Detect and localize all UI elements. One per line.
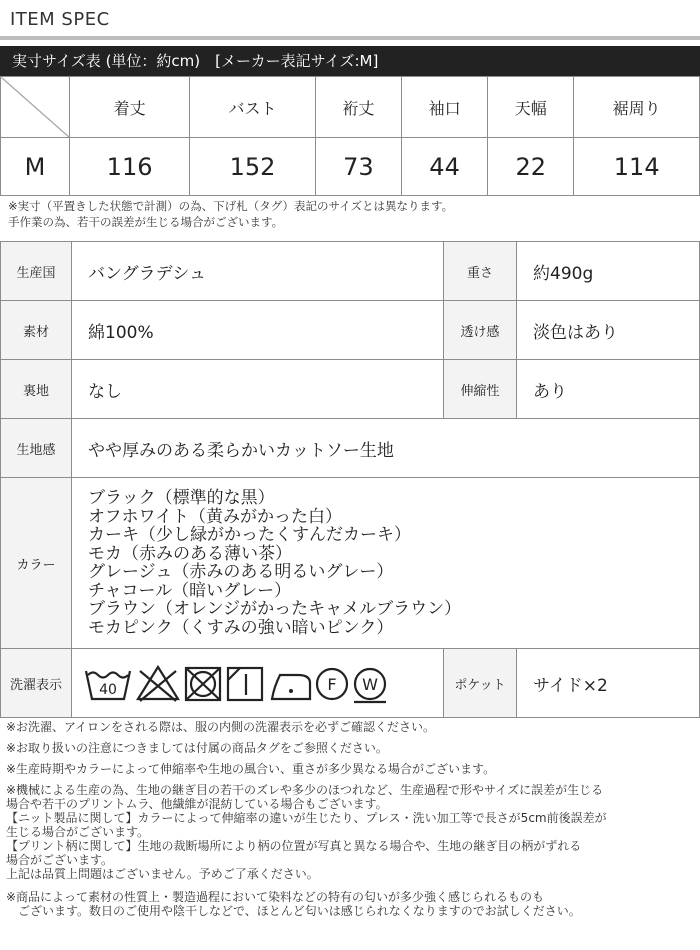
color-item: オフホワイト（黄みがかった白） [88, 506, 342, 527]
fabric-feel-label: 生地感 [1, 419, 72, 478]
note-line: 場合がございます。 [6, 853, 114, 867]
spec-row [1, 360, 700, 419]
size-header-length: 着丈 [70, 77, 190, 138]
no-tumble-dry-icon [186, 668, 220, 700]
size-table-header-row [1, 77, 700, 138]
wash-temp-text: 40 [99, 682, 117, 698]
size-value-shoulder: 22 [488, 138, 574, 196]
note-line: ※お取り扱いの注意につきましては付属の商品タグをご参照ください。 [6, 741, 388, 755]
note-line: 場合や若干のプリントムラ、他繊維が混紡している場合もございます。 [6, 797, 388, 811]
lining-label: 裏地 [1, 360, 72, 419]
material-label: 素材 [1, 301, 72, 360]
page-header [0, 0, 700, 40]
color-item: グレージュ（赤みのある明るいグレー） [88, 562, 394, 582]
fabric-feel-value: やや厚みのある柔らかいカットソー生地 [72, 419, 700, 478]
size-header-sleeve: 裄丈 [315, 77, 401, 138]
stretch-label: 伸縮性 [444, 360, 517, 419]
spec-row [1, 419, 700, 478]
lining-value: なし [72, 360, 444, 419]
size-label: M [1, 138, 70, 196]
color-item: カーキ（少し緑がかったくすんだカーキ） [88, 525, 411, 545]
note-line: ※商品によって素材の性質上・製造過程において染料などの特有の匂いが多少強く感じられるものも [6, 890, 545, 904]
no-bleach-icon [138, 667, 178, 701]
size-value-cuff: 44 [401, 138, 487, 196]
size-header-shoulder: 天幅 [488, 77, 574, 138]
spec-row [1, 649, 700, 718]
spec-row [1, 242, 700, 301]
color-item: モカ（赤みのある薄い茶） [88, 543, 292, 564]
size-value-hem: 114 [574, 138, 700, 196]
note-line: ※お洗濯、アイロンをされる際は、服の内側の洗濯表示を必ずご確認ください。 [6, 720, 435, 734]
dry-clean-f-text: F [327, 675, 337, 694]
color-list [72, 478, 700, 649]
note-line: 生じる場合がございます。 [6, 825, 150, 839]
origin-label: 生産国 [1, 242, 72, 301]
note-line: 上記は品質上問題はございません。予めご了承ください。 [6, 867, 319, 881]
size-value-length: 116 [70, 138, 190, 196]
wash-label: 洗濯表示 [1, 649, 72, 718]
weight-value: 約490g [517, 242, 700, 301]
note-line: 【ニット製品に関して】カラーによって伸縮率の違いが生じたり、プレス・洗い加工等で長さが5cm前後誤差が [6, 811, 607, 825]
size-header-cuff: 袖口 [401, 77, 487, 138]
iron-low-icon [272, 675, 310, 699]
spec-row [1, 478, 700, 649]
note-line: ございます。数日のご使用や陰干しなどで、ほとんど匂いは感じられなくなりますのでお試しください。 [6, 904, 581, 918]
page-title: ITEM SPEC [10, 9, 110, 30]
sheer-value: 淡色はあり [517, 301, 700, 360]
wet-clean-w-text: W [362, 675, 378, 694]
note-line: ※機械による生産の為、生地の継ぎ目の若干のズレや多少のほつれなど、生産過程で形やサイズに誤差が生じる [6, 783, 604, 797]
color-item: チャコール（暗いグレー） [88, 580, 292, 601]
dry-clean-f-icon [317, 669, 347, 699]
spec-table [0, 241, 700, 718]
size-note-line: ※実寸（平置きした状態で計測）の為、下げ札（タグ）表記のサイズとは異なります。 [8, 199, 454, 213]
size-table-row [1, 138, 700, 196]
size-header-hem: 裾周り [574, 77, 700, 138]
weight-label: 重さ [444, 242, 517, 301]
size-value-sleeve: 73 [315, 138, 401, 196]
color-item: モカピンク（くすみの強い暗いピンク） [88, 617, 394, 638]
sheer-label: 透け感 [444, 301, 517, 360]
size-banner-text: 実寸サイズ表 (単位：約cm) [メーカー表記サイズ:M] [12, 52, 379, 70]
note-line: ※生産時期やカラーによって伸縮率や生地の風合い、重さが多少異なる場合がございます。 [6, 762, 496, 776]
size-header-bust: バスト [190, 77, 316, 138]
color-item: ブラウン（オレンジがかったキャメルブラウン） [88, 599, 462, 619]
size-note-line: 手作業の為、若干の誤差が生じる場合がございます。 [8, 215, 284, 229]
wash-40-icon [86, 671, 130, 699]
header-divider [0, 36, 700, 40]
color-item: ブラック（標準的な黒） [88, 488, 275, 508]
size-table-banner [0, 46, 700, 76]
wash-icons [72, 649, 444, 718]
color-label: カラー [1, 478, 72, 649]
pocket-value: サイド×2 [517, 649, 700, 718]
pocket-label: ポケット [444, 649, 517, 718]
size-value-bust: 152 [190, 138, 316, 196]
note-line: 【プリント柄に関して】生地の裁断場所により柄の位置が写真と異なる場合や、生地の継ぎ目の柄がずれる [6, 839, 582, 853]
notes-section [6, 720, 696, 918]
size-table-corner [1, 77, 70, 138]
size-table [0, 76, 700, 196]
care-symbols [84, 661, 434, 705]
line-dry-shade-icon [228, 668, 262, 700]
size-note [8, 198, 453, 230]
origin-value: バングラデシュ [72, 242, 444, 301]
wet-clean-w-icon [354, 669, 386, 702]
material-value: 綿100% [72, 301, 444, 360]
stretch-value: あり [517, 360, 700, 419]
spec-row [1, 301, 700, 360]
